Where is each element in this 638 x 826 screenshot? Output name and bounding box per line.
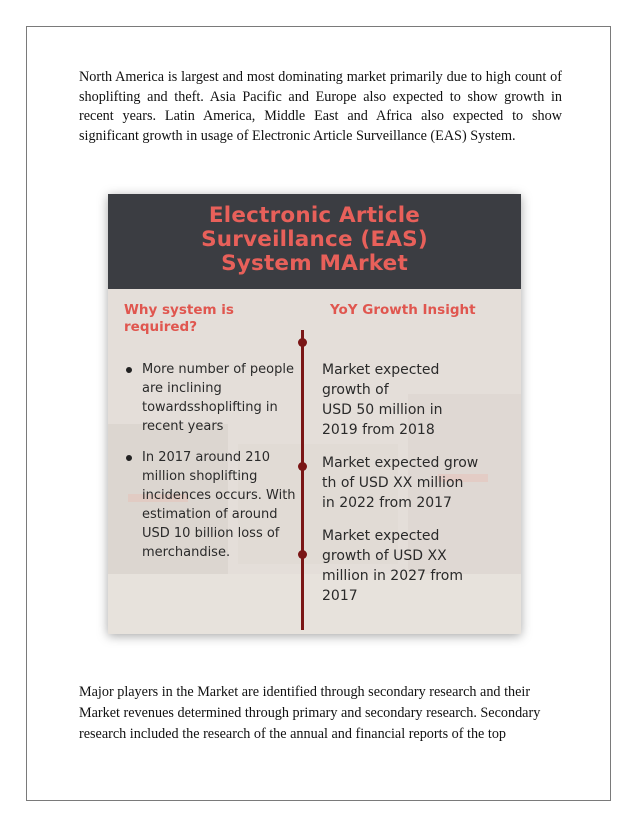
reasons-list [122,360,297,574]
title-line: System MArket [221,251,408,276]
divider-dot [298,338,307,347]
infographic-title [108,204,521,276]
divider-dot [298,550,307,559]
bullet-text: In 2017 around 210 million shoplifting incidences occurs. With estimation of around USD 10 billion loss of merchandise. [142,450,296,560]
bullet-text: More number of people are inclining towardsshoplifting in recent years [142,362,294,434]
insight-item: Market expected growth of USD 50 million in 2019 from 2018 [322,362,443,438]
bullet-icon [126,455,132,461]
title-line: Electronic Article [208,203,421,228]
list-item [122,360,297,436]
methodology-paragraph: Major players in the Market are identified through secondary research and their Market revenues determined through primary and secondary research. Secondary research included the research of the annual and financial reports of the top [79,684,541,742]
growth-insight-heading: YoY Growth Insight [330,302,476,318]
title-line: Surveillance (EAS) [201,227,428,252]
growth-insights [322,360,518,619]
divider-dot [298,462,307,471]
column-divider [301,330,304,630]
insight-item: Market expected growth of USD XX million in 2027 from 2017 [322,528,463,604]
why-required-heading: Why system is required? [124,302,234,335]
bullet-icon [126,367,132,373]
insight-item: Market expected grow th of USD XX million in 2022 from 2017 [322,455,479,511]
eas-infographic [108,194,521,634]
list-item [122,448,297,562]
intro-paragraph: North America is largest and most dominating market primarily due to high count of shoplifting and theft. Asia Pacific and Europe also expected to show growth in recent years. Latin America, Middle East and Africa also expected to show significant growth in usage of Electronic Article Surveillance (EAS) System. [79,69,562,144]
